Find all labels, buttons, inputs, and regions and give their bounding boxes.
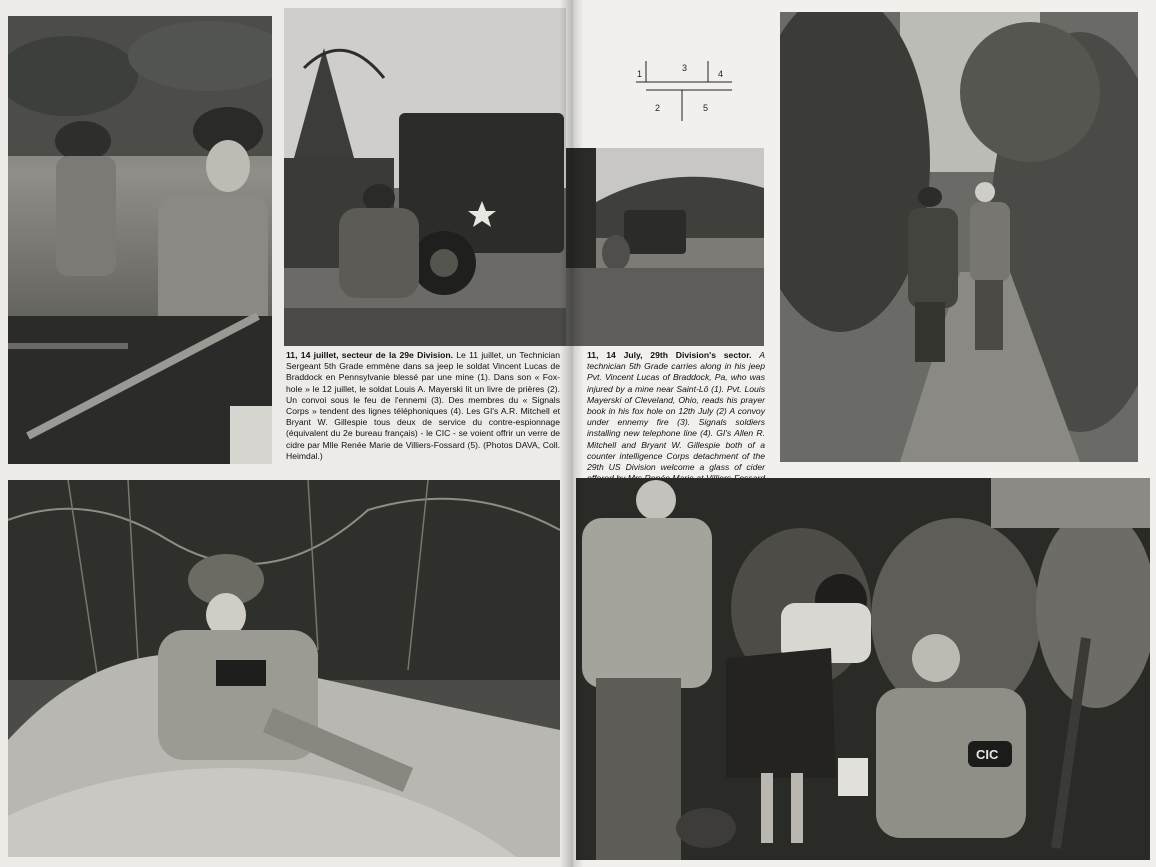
caption-french-heading: 11, 14 juillet, secteur de la 29e Division. xyxy=(286,350,453,360)
key-4: 4 xyxy=(718,69,724,79)
photo-cider-cellar xyxy=(576,478,1150,860)
caption-english xyxy=(587,350,765,496)
caption-english-heading: 11, 14 July, 29th Division's sector. xyxy=(587,350,752,360)
key-5: 5 xyxy=(703,103,709,113)
cic-armband: CIC xyxy=(976,747,999,762)
caption-english-body: A technician 5th Grade carries along in his jeep Pvt. Vincent Lucas of Braddock, Pa, who was injured by a mine near Saint-Lô (1). Pvt. Louis Mayerski of Cleveland, Ohio, reads his prayer book in his fox hole on 12th July (2) A convoy under ennemy fire (3). Signals soldiers installing new telephone line (4). GI's Allen R. Mitchell and Bryant W. Gillespie both of a counter intelligence Corps detachment of the 29th US Division welcome a glass of cider xyxy=(587,350,765,473)
photo-layout-key xyxy=(636,55,732,125)
binding-gutter xyxy=(560,0,584,867)
key-2: 2 xyxy=(655,103,661,113)
key-3: 3 xyxy=(682,63,688,73)
key-1: 1 xyxy=(637,69,643,79)
photo-foxhole-prayer xyxy=(8,480,560,857)
photo-convoy-left xyxy=(284,8,566,346)
photo-jeep-soldiers xyxy=(8,16,272,464)
caption-french-body: Le 11 juillet, un Technician Sergeant 5th Grade emmène dans sa jeep le soldat Vincent Lucas de Braddock en Pennsylvanie blessé par une mine (1). Dans son « Fox-hole » le 12 juillet, le soldat Louis A. Mayerski lit un livre de prières (2). Un convoi sous le feu de l'ennemi (3). Des membres du « Signals Corps » tendent des lignes téléphoniques (4). Les GI's A.R. Mitchell et Bryant W. Gillespie tous deux de service du contre-espionnage (équivalent du 2e bureau français) - le CIC - se voient offrir un verre de cidre par Mlle Renée Marie de Villiers-Fossard (5). (Photos DAVA, Coll. Heimdal.) xyxy=(286,350,560,461)
photo-signals-line xyxy=(780,12,1138,462)
caption-french xyxy=(286,350,560,462)
photo-convoy-right xyxy=(566,148,764,346)
